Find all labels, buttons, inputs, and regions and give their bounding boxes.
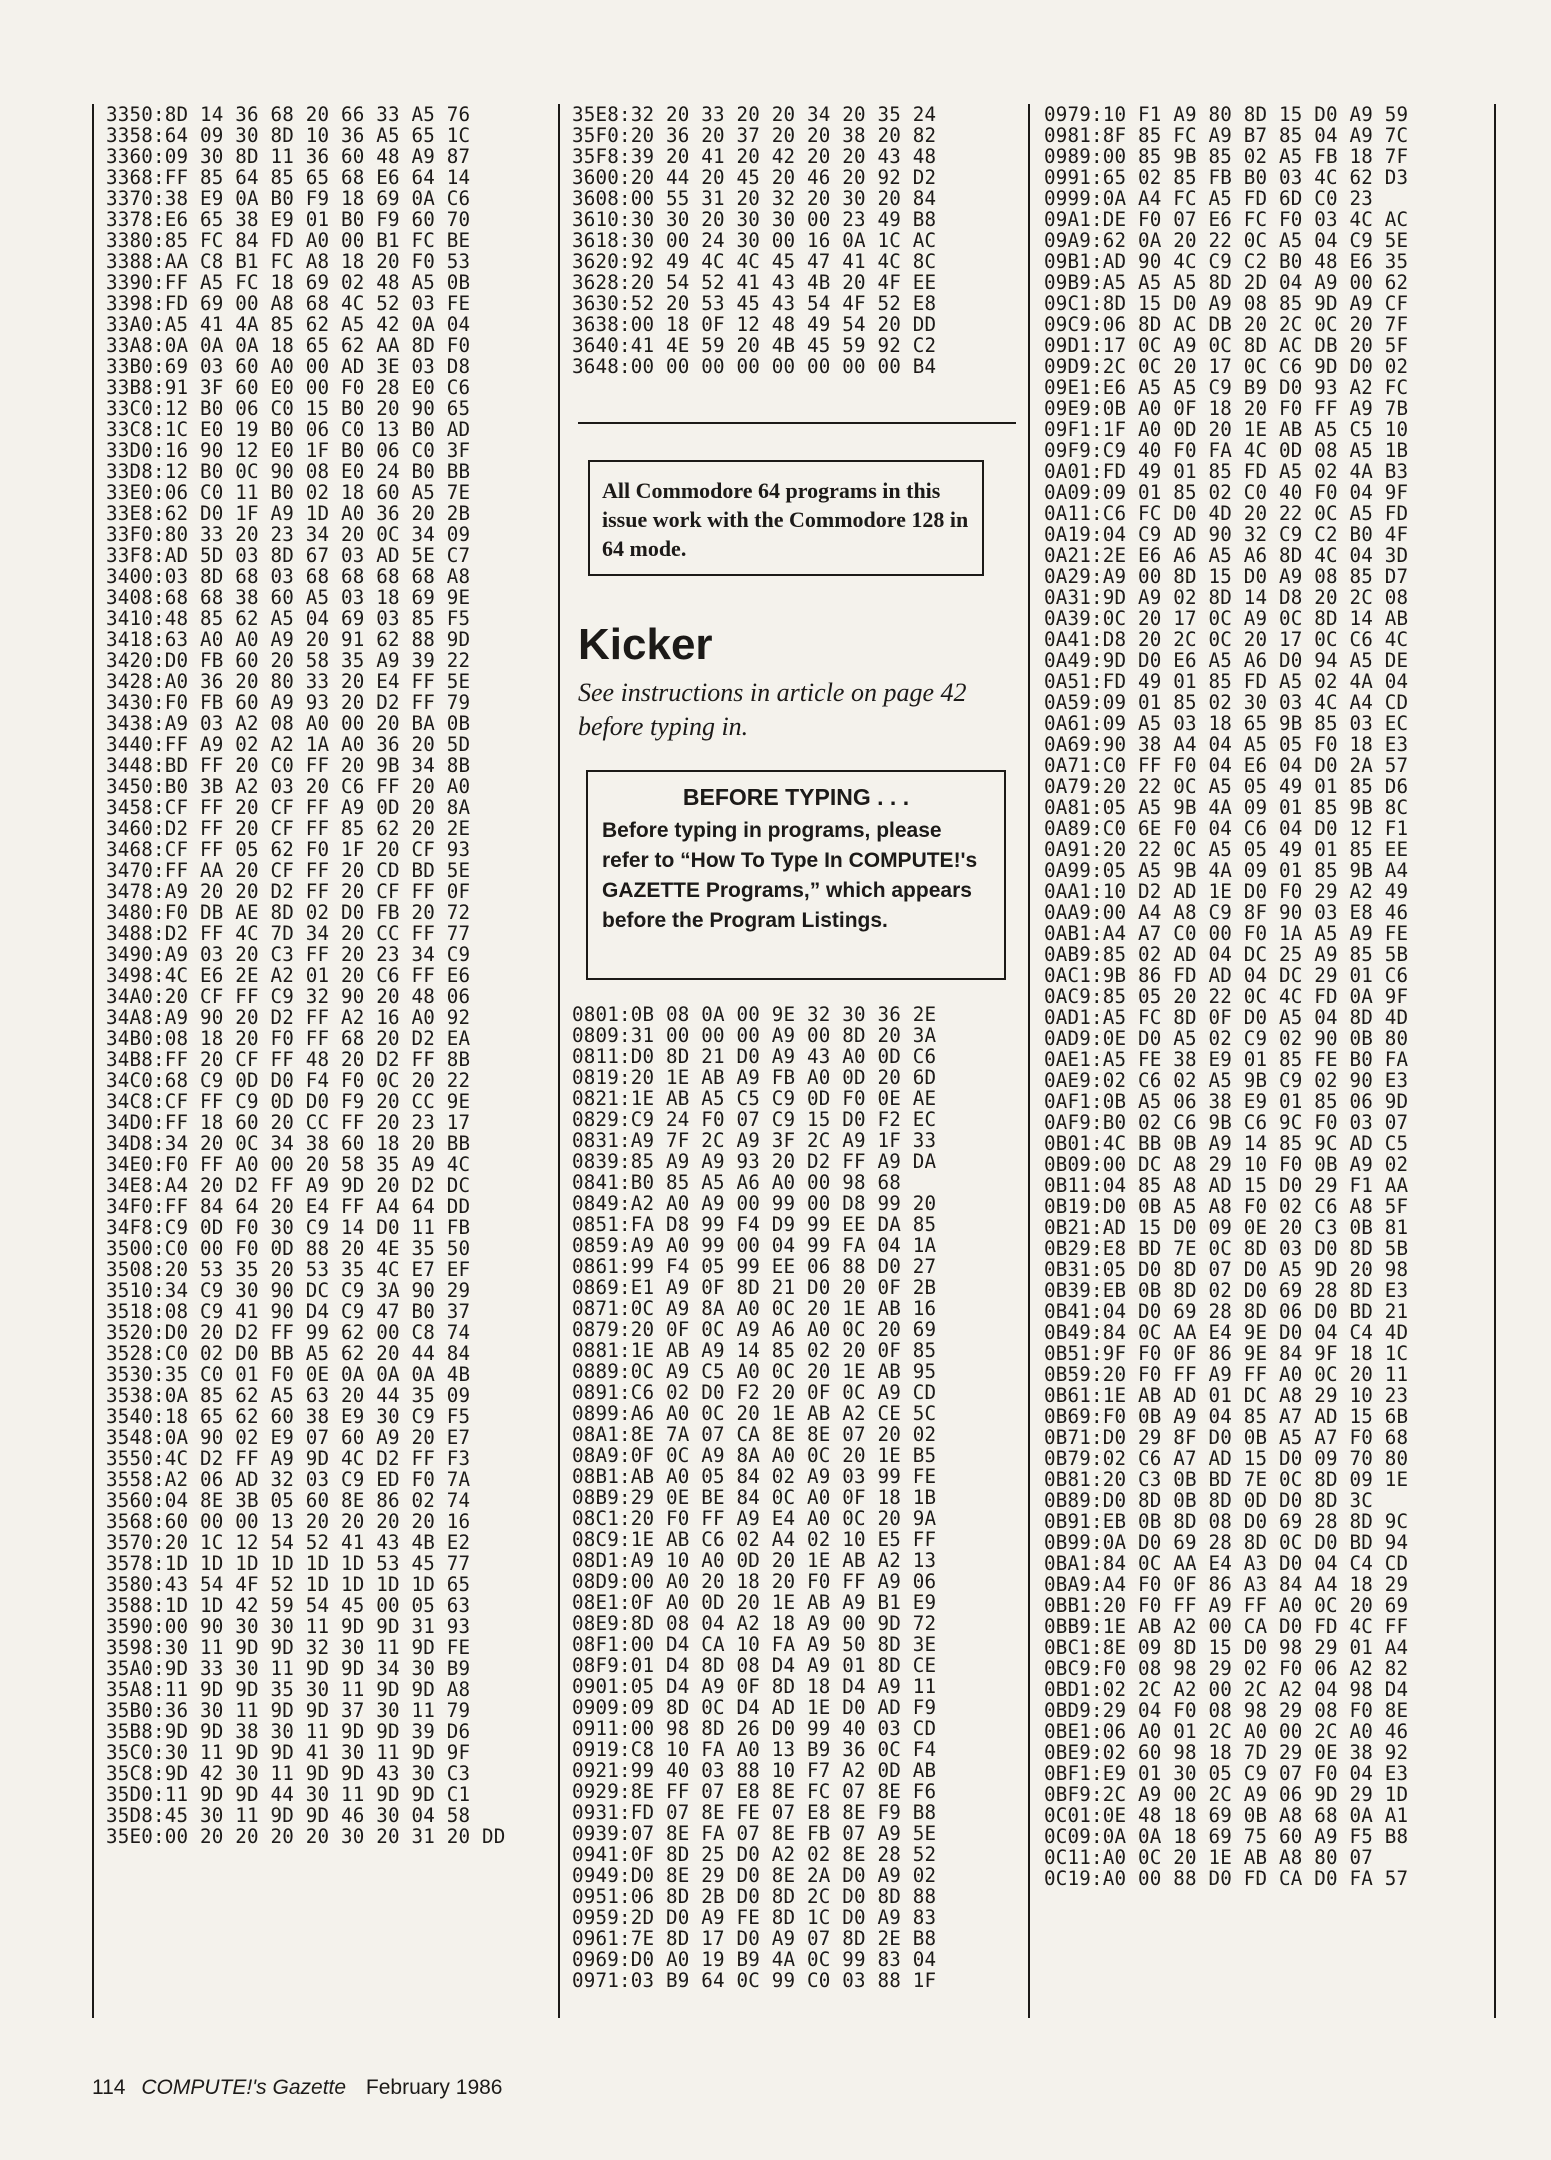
listing-line: 0BC1:8E 09 8D 15 D0 98 29 01 A4 bbox=[1044, 1636, 1409, 1659]
listing-line: 0A69:90 38 A4 04 A5 05 F0 18 E3 bbox=[1044, 733, 1409, 756]
listing-line: 0B39:EB 0B 8D 02 D0 69 28 8D E3 bbox=[1044, 1279, 1409, 1302]
column-rule-middle-left bbox=[558, 104, 560, 2018]
listing-line: 3558:A2 06 AD 32 03 C9 ED F0 7A bbox=[106, 1468, 471, 1491]
listing-line: 0B91:EB 0B 8D 08 D0 69 28 8D 9C bbox=[1044, 1510, 1409, 1533]
listing-line: 0B19:D0 0B A5 A8 F0 02 C6 A8 5F bbox=[1044, 1195, 1409, 1218]
listing-line: 3440:FF A9 02 A2 1A A0 36 20 5D bbox=[106, 733, 471, 756]
listing-line: 34B0:08 18 20 F0 FF 68 20 D2 EA bbox=[106, 1027, 471, 1050]
listing-line: 3470:FF AA 20 CF FF 20 CD BD 5E bbox=[106, 859, 471, 882]
listing-line: 09E1:E6 A5 A5 C9 B9 D0 93 A2 FC bbox=[1044, 376, 1409, 399]
listing-line: 33D8:12 B0 0C 90 08 E0 24 B0 BB bbox=[106, 460, 471, 483]
listing-line: 33E0:06 C0 11 B0 02 18 60 A5 7E bbox=[106, 481, 471, 504]
listing-line: 0831:A9 7F 2C A9 3F 2C A9 1F 33 bbox=[572, 1129, 937, 1152]
listing-line: 33E8:62 D0 1F A9 1D A0 36 20 2B bbox=[106, 502, 471, 525]
kicker-title: Kicker bbox=[578, 620, 713, 669]
listing-line: 35C8:9D 42 30 11 9D 9D 43 30 C3 bbox=[106, 1762, 471, 1785]
listing-line: 0859:A9 A0 99 00 04 99 FA 04 1A bbox=[572, 1234, 937, 1257]
listing-line: 3578:1D 1D 1D 1D 1D 1D 53 45 77 bbox=[106, 1552, 471, 1575]
listing-line: 0951:06 8D 2B D0 8D 2C D0 8D 88 bbox=[572, 1885, 937, 1908]
listing-line: 08B1:AB A0 05 84 02 A9 03 99 FE bbox=[572, 1465, 937, 1488]
listing-line: 0AD9:0E D0 A5 02 C9 02 90 0B 80 bbox=[1044, 1027, 1409, 1050]
listing-line: 0BA1:84 0C AA E4 A3 D0 04 C4 CD bbox=[1044, 1552, 1409, 1575]
listing-line: 34C0:68 C9 0D D0 F4 F0 0C 20 22 bbox=[106, 1069, 471, 1092]
listing-line: 34E8:A4 20 D2 FF A9 9D 20 D2 DC bbox=[106, 1174, 471, 1197]
listing-line: 3460:D2 FF 20 CF FF 85 62 20 2E bbox=[106, 817, 471, 840]
listing-line: 3588:1D 1D 42 59 54 45 00 05 63 bbox=[106, 1594, 471, 1617]
listing-line: 3500:C0 00 F0 0D 88 20 4E 35 50 bbox=[106, 1237, 471, 1260]
listing-line: 3478:A9 20 20 D2 FF 20 CF FF 0F bbox=[106, 880, 471, 903]
listing-line: 0C19:A0 00 88 D0 FD CA D0 FA 57 bbox=[1044, 1867, 1409, 1890]
listing-column-3 bbox=[1044, 104, 1408, 1889]
listing-line: 34D8:34 20 0C 34 38 60 18 20 BB bbox=[106, 1132, 471, 1155]
listing-line: 3428:A0 36 20 80 33 20 E4 FF 5E bbox=[106, 670, 471, 693]
listing-line: 3438:A9 03 A2 08 A0 00 20 BA 0B bbox=[106, 712, 471, 735]
listing-line: 3450:B0 3B A2 03 20 C6 FF 20 A0 bbox=[106, 775, 471, 798]
listing-line: 0A51:FD 49 01 85 FD A5 02 4A 04 bbox=[1044, 670, 1409, 693]
listing-line: 3410:48 85 62 A5 04 69 03 85 F5 bbox=[106, 607, 471, 630]
listing-line: 0BE9:02 60 98 18 7D 29 0E 38 92 bbox=[1044, 1741, 1409, 1764]
listing-line: 08F1:00 D4 CA 10 FA A9 50 8D 3E bbox=[572, 1633, 937, 1656]
listing-line: 0891:C6 02 D0 F2 20 0F 0C A9 CD bbox=[572, 1381, 937, 1404]
listing-line: 3618:30 00 24 30 00 16 0A 1C AC bbox=[572, 229, 937, 252]
listing-line: 3528:C0 02 D0 BB A5 62 20 44 84 bbox=[106, 1342, 471, 1365]
listing-line: 0A21:2E E6 A6 A5 A6 8D 4C 04 3D bbox=[1044, 544, 1409, 567]
listing-line: 08A9:0F 0C A9 8A A0 0C 20 1E B5 bbox=[572, 1444, 937, 1467]
listing-line: 0959:2D D0 A9 FE 8D 1C D0 A9 83 bbox=[572, 1906, 937, 1929]
listing-line: 35A0:9D 33 30 11 9D 9D 34 30 B9 bbox=[106, 1657, 471, 1680]
listing-line: 3538:0A 85 62 A5 63 20 44 35 09 bbox=[106, 1384, 471, 1407]
listing-line: 0919:C8 10 FA A0 13 B9 36 0C F4 bbox=[572, 1738, 937, 1761]
listing-line: 0801:0B 08 0A 00 9E 32 30 36 2E bbox=[572, 1003, 937, 1026]
listing-line: 0979:10 F1 A9 80 8D 15 D0 A9 59 bbox=[1044, 103, 1409, 126]
listing-line: 0B69:F0 0B A9 04 85 A7 AD 15 6B bbox=[1044, 1405, 1409, 1428]
before-typing-text: Before typing in programs, please refer to “How To Type In COMPUTE!'s GAZETTE Programs,” which appears before the Program Listings. bbox=[602, 819, 978, 932]
listing-line: 0A41:D8 20 2C 0C 20 17 0C C6 4C bbox=[1044, 628, 1409, 651]
listing-line: 3550:4C D2 FF A9 9D 4C D2 FF F3 bbox=[106, 1447, 471, 1470]
listing-line: 0B89:D0 8D 0B 8D 0D D0 8D 3C bbox=[1044, 1489, 1374, 1512]
listing-line: 0A31:9D A9 02 8D 14 D8 20 2C 08 bbox=[1044, 586, 1409, 609]
listing-line: 0999:0A A4 FC A5 FD 6D C0 23 bbox=[1044, 187, 1374, 210]
listing-line: 0C09:0A 0A 18 69 75 60 A9 F5 B8 bbox=[1044, 1825, 1409, 1848]
listing-line: 3540:18 65 62 60 38 E9 30 C9 F5 bbox=[106, 1405, 471, 1428]
listing-line: 3560:04 8E 3B 05 60 8E 86 02 74 bbox=[106, 1489, 471, 1512]
listing-line: 3458:CF FF 20 CF FF A9 0D 20 8A bbox=[106, 796, 471, 819]
listing-line: 0911:00 98 8D 26 D0 99 40 03 CD bbox=[572, 1717, 937, 1740]
listing-line: 0AA1:10 D2 AD 1E D0 F0 29 A2 49 bbox=[1044, 880, 1409, 903]
listing-line: 09A1:DE F0 07 E6 FC F0 03 4C AC bbox=[1044, 208, 1409, 231]
listing-line: 0A11:C6 FC D0 4D 20 22 0C A5 FD bbox=[1044, 502, 1409, 525]
listing-line: 0851:FA D8 99 F4 D9 99 EE DA 85 bbox=[572, 1213, 937, 1236]
listing-line: 0901:05 D4 A9 0F 8D 18 D4 A9 11 bbox=[572, 1675, 937, 1698]
listing-line: 3520:D0 20 D2 FF 99 62 00 C8 74 bbox=[106, 1321, 471, 1344]
commodore-128-note: All Commodore 64 programs in this issue work with the Commodore 128 in 64 mode. bbox=[588, 460, 984, 576]
listing-line: 0A19:04 C9 AD 90 32 C9 C2 B0 4F bbox=[1044, 523, 1409, 546]
listing-line: 0A59:09 01 85 02 30 03 4C A4 CD bbox=[1044, 691, 1409, 714]
listing-line: 0AE9:02 C6 02 A5 9B C9 02 90 E3 bbox=[1044, 1069, 1409, 1092]
listing-line: 35E0:00 20 20 20 20 30 20 31 20 DD bbox=[106, 1825, 506, 1848]
listing-line: 3508:20 53 35 20 53 35 4C E7 EF bbox=[106, 1258, 471, 1281]
listing-line: 35F0:20 36 20 37 20 20 38 20 82 bbox=[572, 124, 937, 147]
listing-line: 3628:20 54 52 41 43 4B 20 4F EE bbox=[572, 271, 937, 294]
listing-line: 34B8:FF 20 CF FF 48 20 D2 FF 8B bbox=[106, 1048, 471, 1071]
listing-line: 0A91:20 22 0C A5 05 49 01 85 EE bbox=[1044, 838, 1409, 861]
listing-line: 0829:C9 24 F0 07 C9 15 D0 F2 EC bbox=[572, 1108, 937, 1131]
listing-line: 0BF9:2C A9 00 2C A9 06 9D 29 1D bbox=[1044, 1783, 1409, 1806]
listing-line: 0A79:20 22 0C A5 05 49 01 85 D6 bbox=[1044, 775, 1409, 798]
listing-line: 3608:00 55 31 20 32 20 30 20 84 bbox=[572, 187, 937, 210]
listing-line: 0941:0F 8D 25 D0 A2 02 8E 28 52 bbox=[572, 1843, 937, 1866]
listing-line: 0AA9:00 A4 A8 C9 8F 90 03 E8 46 bbox=[1044, 901, 1409, 924]
listing-line: 3488:D2 FF 4C 7D 34 20 CC FF 77 bbox=[106, 922, 471, 945]
listing-line: 08A1:8E 7A 07 CA 8E 8E 07 20 02 bbox=[572, 1423, 937, 1446]
listing-line: 0B59:20 F0 FF A9 FF A0 0C 20 11 bbox=[1044, 1363, 1409, 1386]
listing-line: 3398:FD 69 00 A8 68 4C 52 03 FE bbox=[106, 292, 471, 315]
listing-line: 09E9:0B A0 0F 18 20 F0 FF A9 7B bbox=[1044, 397, 1409, 420]
listing-line: 3610:30 30 20 30 30 00 23 49 B8 bbox=[572, 208, 937, 231]
listing-line: 0BA9:A4 F0 0F 86 A3 84 A4 18 29 bbox=[1044, 1573, 1409, 1596]
listing-line: 0839:85 A9 A9 93 20 D2 FF A9 DA bbox=[572, 1150, 937, 1173]
listing-line: 0B79:02 C6 A7 AD 15 D0 09 70 80 bbox=[1044, 1447, 1409, 1470]
listing-line: 0881:1E AB A9 14 85 02 20 0F 85 bbox=[572, 1339, 937, 1362]
listing-line: 35B0:36 30 11 9D 9D 37 30 11 79 bbox=[106, 1699, 471, 1722]
listing-line: 0971:03 B9 64 0C 99 C0 03 88 1F bbox=[572, 1969, 937, 1992]
listing-line: 3570:20 1C 12 54 52 41 43 4B E2 bbox=[106, 1531, 471, 1554]
column-rule-middle-right bbox=[1028, 104, 1030, 2018]
listing-line: 0A39:0C 20 17 0C A9 0C 8D 14 AB bbox=[1044, 607, 1409, 630]
listing-line: 33B0:69 03 60 A0 00 AD 3E 03 D8 bbox=[106, 355, 471, 378]
listing-line: 09A9:62 0A 20 22 0C A5 04 C9 5E bbox=[1044, 229, 1409, 252]
listing-line: 08D1:A9 10 A0 0D 20 1E AB A2 13 bbox=[572, 1549, 937, 1572]
listing-line: 0841:B0 85 A5 A6 A0 00 98 68 bbox=[572, 1171, 902, 1194]
listing-line: 08E9:8D 08 04 A2 18 A9 00 9D 72 bbox=[572, 1612, 937, 1635]
listing-line: 35E8:32 20 33 20 20 34 20 35 24 bbox=[572, 103, 937, 126]
listing-line: 0AF1:0B A5 06 38 E9 01 85 06 9D bbox=[1044, 1090, 1409, 1113]
listing-line: 3350:8D 14 36 68 20 66 33 A5 76 bbox=[106, 103, 471, 126]
listing-line: 3408:68 68 38 60 A5 03 18 69 9E bbox=[106, 586, 471, 609]
listing-line: 3498:4C E6 2E A2 01 20 C6 FF E6 bbox=[106, 964, 471, 987]
listing-line: 0B99:0A D0 69 28 8D 0C D0 BD 94 bbox=[1044, 1531, 1409, 1554]
listing-line: 35D0:11 9D 9D 44 30 11 9D 9D C1 bbox=[106, 1783, 471, 1806]
listing-line: 09D1:17 0C A9 0C 8D AC DB 20 5F bbox=[1044, 334, 1409, 357]
listing-line: 0819:20 1E AB A9 FB A0 0D 20 6D bbox=[572, 1066, 937, 1089]
listing-line: 33F0:80 33 20 23 34 20 0C 34 09 bbox=[106, 523, 471, 546]
listing-line: 0BD9:29 04 F0 08 98 29 08 F0 8E bbox=[1044, 1699, 1409, 1722]
listing-line: 0849:A2 A0 A9 00 99 00 D8 99 20 bbox=[572, 1192, 937, 1215]
listing-column-2 bbox=[572, 104, 936, 377]
listing-line: 0AC1:9B 86 FD AD 04 DC 29 01 C6 bbox=[1044, 964, 1409, 987]
listing-line: 33A8:0A 0A 0A 18 65 62 AA 8D F0 bbox=[106, 334, 471, 357]
listing-line: 0B31:05 D0 8D 07 D0 A5 9D 20 98 bbox=[1044, 1258, 1409, 1281]
listing-line: 0BE1:06 A0 01 2C A0 00 2C A0 46 bbox=[1044, 1720, 1409, 1743]
listing-line: 0BD1:02 2C A2 00 2C A2 04 98 D4 bbox=[1044, 1678, 1409, 1701]
column-rule-right bbox=[1494, 104, 1496, 2018]
listing-line: 3598:30 11 9D 9D 32 30 11 9D FE bbox=[106, 1636, 471, 1659]
listing-line: 0AF9:B0 02 C6 9B C6 9C F0 03 07 bbox=[1044, 1111, 1409, 1134]
listing-line: 09C1:8D 15 D0 A9 08 85 9D A9 CF bbox=[1044, 292, 1409, 315]
listing-line: 0B29:E8 BD 7E 0C 8D 03 D0 8D 5B bbox=[1044, 1237, 1409, 1260]
listing-line: 3360:09 30 8D 11 36 60 48 A9 87 bbox=[106, 145, 471, 168]
listing-line: 3620:92 49 4C 4C 45 47 41 4C 8C bbox=[572, 250, 937, 273]
listing-line: 3378:E6 65 38 E9 01 B0 F9 60 70 bbox=[106, 208, 471, 231]
listing-line: 34A8:A9 90 20 D2 FF A2 16 A0 92 bbox=[106, 1006, 471, 1029]
listing-line: 0869:E1 A9 0F 8D 21 D0 20 0F 2B bbox=[572, 1276, 937, 1299]
listing-line: 0B81:20 C3 0B BD 7E 0C 8D 09 1E bbox=[1044, 1468, 1409, 1491]
listing-line: 3368:FF 85 64 85 65 68 E6 64 14 bbox=[106, 166, 471, 189]
listing-line: 0811:D0 8D 21 D0 A9 43 A0 0D C6 bbox=[572, 1045, 937, 1068]
listing-line: 08E1:0F A0 0D 20 1E AB A9 B1 E9 bbox=[572, 1591, 937, 1614]
listing-line: 0BC9:F0 08 98 29 02 F0 06 A2 82 bbox=[1044, 1657, 1409, 1680]
listing-line: 0B01:4C BB 0B A9 14 85 9C AD C5 bbox=[1044, 1132, 1409, 1155]
listing-line: 0B11:04 85 A8 AD 15 D0 29 F1 AA bbox=[1044, 1174, 1409, 1197]
listing-line: 0B21:AD 15 D0 09 0E 20 C3 0B 81 bbox=[1044, 1216, 1409, 1239]
listing-line: 0921:99 40 03 88 10 F7 A2 0D AB bbox=[572, 1759, 937, 1782]
magazine-name: COMPUTE!'s Gazette bbox=[141, 2076, 347, 2099]
section-rule bbox=[578, 422, 1016, 424]
listing-line: 0931:FD 07 8E FE 07 E8 8E F9 B8 bbox=[572, 1801, 937, 1824]
listing-line: 0A29:A9 00 8D 15 D0 A9 08 85 D7 bbox=[1044, 565, 1409, 588]
listing-line: 34F8:C9 0D F0 30 C9 14 D0 11 FB bbox=[106, 1216, 471, 1239]
listing-line: 3388:AA C8 B1 FC A8 18 20 F0 53 bbox=[106, 250, 471, 273]
listing-line: 0821:1E AB A5 C5 C9 0D F0 0E AE bbox=[572, 1087, 937, 1110]
listing-line: 08F9:01 D4 8D 08 D4 A9 01 8D CE bbox=[572, 1654, 937, 1677]
listing-line: 0A89:C0 6E F0 04 C6 04 D0 12 F1 bbox=[1044, 817, 1409, 840]
listing-line: 0BF1:E9 01 30 05 C9 07 F0 04 E3 bbox=[1044, 1762, 1409, 1785]
listing-line: 3580:43 54 4F 52 1D 1D 1D 1D 65 bbox=[106, 1573, 471, 1596]
listing-line: 34E0:F0 FF A0 00 20 58 35 A9 4C bbox=[106, 1153, 471, 1176]
listing-line: 0B71:D0 29 8F D0 0B A5 A7 F0 68 bbox=[1044, 1426, 1409, 1449]
listing-line: 09F1:1F A0 0D 20 1E AB A5 C5 10 bbox=[1044, 418, 1409, 441]
listing-line: 0889:0C A9 C5 A0 0C 20 1E AB 95 bbox=[572, 1360, 937, 1383]
listing-line: 3468:CF FF 05 62 F0 1F 20 CF 93 bbox=[106, 838, 471, 861]
listing-line: 0939:07 8E FA 07 8E FB 07 A9 5E bbox=[572, 1822, 937, 1845]
listing-line: 0A61:09 A5 03 18 65 9B 85 03 EC bbox=[1044, 712, 1409, 735]
listing-line: 0B61:1E AB AD 01 DC A8 29 10 23 bbox=[1044, 1384, 1409, 1407]
listing-line: 0B51:9F F0 0F 86 9E 84 9F 18 1C bbox=[1044, 1342, 1409, 1365]
listing-line: 08C9:1E AB C6 02 A4 02 10 E5 FF bbox=[572, 1528, 937, 1551]
listing-line: 35C0:30 11 9D 9D 41 30 11 9D 9F bbox=[106, 1741, 471, 1764]
listing-line: 3418:63 A0 A0 A9 20 91 62 88 9D bbox=[106, 628, 471, 651]
listing-line: 0A09:09 01 85 02 C0 40 F0 04 9F bbox=[1044, 481, 1409, 504]
listing-line: 35F8:39 20 41 20 42 20 20 43 48 bbox=[572, 145, 937, 168]
listing-line: 08D9:00 A0 20 18 20 F0 FF A9 06 bbox=[572, 1570, 937, 1593]
listing-line: 35B8:9D 9D 38 30 11 9D 9D 39 D6 bbox=[106, 1720, 471, 1743]
before-typing-heading: BEFORE TYPING . . . bbox=[682, 784, 910, 810]
listing-line: 35A8:11 9D 9D 35 30 11 9D 9D A8 bbox=[106, 1678, 471, 1701]
listing-line: 33D0:16 90 12 E0 1F B0 06 C0 3F bbox=[106, 439, 471, 462]
listing-line: 0991:65 02 85 FB B0 03 4C 62 D3 bbox=[1044, 166, 1409, 189]
listing-line: 33C8:1C E0 19 B0 06 C0 13 B0 AD bbox=[106, 418, 471, 441]
listing-line: 35D8:45 30 11 9D 9D 46 30 04 58 bbox=[106, 1804, 471, 1827]
listing-line: 0969:D0 A0 19 B9 4A 0C 99 83 04 bbox=[572, 1948, 937, 1971]
listing-line: 3400:03 8D 68 03 68 68 68 68 A8 bbox=[106, 565, 471, 588]
listing-line: 09C9:06 8D AC DB 20 2C 0C 20 7F bbox=[1044, 313, 1409, 336]
listing-line: 34C8:CF FF C9 0D D0 F9 20 CC 9E bbox=[106, 1090, 471, 1113]
listing-line: 3420:D0 FB 60 20 58 35 A9 39 22 bbox=[106, 649, 471, 672]
listing-line: 3590:00 90 30 30 11 9D 9D 31 93 bbox=[106, 1615, 471, 1638]
before-typing-box bbox=[586, 770, 1006, 980]
listing-line: 0C01:0E 48 18 69 0B A8 68 0A A1 bbox=[1044, 1804, 1409, 1827]
listing-column-2-kicker bbox=[572, 1004, 936, 1991]
listing-line: 0BB1:20 F0 FF A9 FF A0 0C 20 69 bbox=[1044, 1594, 1409, 1617]
listing-column-1 bbox=[106, 104, 506, 1847]
listing-line: 0B41:04 D0 69 28 8D 06 D0 BD 21 bbox=[1044, 1300, 1409, 1323]
listing-line: 0981:8F 85 FC A9 B7 85 04 A9 7C bbox=[1044, 124, 1409, 147]
listing-line: 33A0:A5 41 4A 85 62 A5 42 0A 04 bbox=[106, 313, 471, 336]
listing-line: 3530:35 C0 01 F0 0E 0A 0A 0A 4B bbox=[106, 1363, 471, 1386]
listing-line: 3448:BD FF 20 C0 FF 20 9B 34 8B bbox=[106, 754, 471, 777]
listing-line: 0909:09 8D 0C D4 AD 1E D0 AD F9 bbox=[572, 1696, 937, 1719]
listing-line: 0899:A6 A0 0C 20 1E AB A2 CE 5C bbox=[572, 1402, 937, 1425]
listing-line: 0A49:9D D0 E6 A5 A6 D0 94 A5 DE bbox=[1044, 649, 1409, 672]
listing-line: 0AD1:A5 FC 8D 0F D0 A5 04 8D 4D bbox=[1044, 1006, 1409, 1029]
listing-line: 3358:64 09 30 8D 10 36 A5 65 1C bbox=[106, 124, 471, 147]
listing-line: 0929:8E FF 07 E8 8E FC 07 8E F6 bbox=[572, 1780, 937, 1803]
listing-line: 0879:20 0F 0C A9 A6 A0 0C 20 69 bbox=[572, 1318, 937, 1341]
listing-line: 09B1:AD 90 4C C9 C2 B0 48 E6 35 bbox=[1044, 250, 1409, 273]
listing-line: 3630:52 20 53 45 43 54 4F 52 E8 bbox=[572, 292, 937, 315]
listing-line: 0949:D0 8E 29 D0 8E 2A D0 A9 02 bbox=[572, 1864, 937, 1887]
listing-line: 0861:99 F4 05 99 EE 06 88 D0 27 bbox=[572, 1255, 937, 1278]
listing-line: 3638:00 18 0F 12 48 49 54 20 DD bbox=[572, 313, 937, 336]
listing-line: 09F9:C9 40 F0 FA 4C 0D 08 A5 1B bbox=[1044, 439, 1409, 462]
listing-line: 3648:00 00 00 00 00 00 00 00 B4 bbox=[572, 355, 937, 378]
listing-line: 08C1:20 F0 FF A9 E4 A0 0C 20 9A bbox=[572, 1507, 937, 1530]
listing-line: 0AB9:85 02 AD 04 DC 25 A9 85 5B bbox=[1044, 943, 1409, 966]
listing-line: 33C0:12 B0 06 C0 15 B0 20 90 65 bbox=[106, 397, 471, 420]
listing-line: 0809:31 00 00 00 A9 00 8D 20 3A bbox=[572, 1024, 937, 1047]
kicker-description: See instructions in article on page 42 before typing in. bbox=[578, 678, 967, 741]
listing-line: 3600:20 44 20 45 20 46 20 92 D2 bbox=[572, 166, 937, 189]
listing-line: 3548:0A 90 02 E9 07 60 A9 20 E7 bbox=[106, 1426, 471, 1449]
column-rule-left bbox=[92, 104, 94, 2018]
page-number: 114 bbox=[92, 2076, 126, 2099]
listing-line: 3568:60 00 00 13 20 20 20 20 16 bbox=[106, 1510, 471, 1533]
listing-line: 0C11:A0 0C 20 1E AB A8 80 07 bbox=[1044, 1846, 1374, 1869]
listing-line: 0AE1:A5 FE 38 E9 01 85 FE B0 FA bbox=[1044, 1048, 1409, 1071]
listing-line: 0A99:05 A5 9B 4A 09 01 85 9B A4 bbox=[1044, 859, 1409, 882]
listing-line: 3480:F0 DB AE 8D 02 D0 FB 20 72 bbox=[106, 901, 471, 924]
listing-line: 0961:7E 8D 17 D0 A9 07 8D 2E B8 bbox=[572, 1927, 937, 1950]
listing-line: 0A01:FD 49 01 85 FD A5 02 4A B3 bbox=[1044, 460, 1409, 483]
listing-line: 3518:08 C9 41 90 D4 C9 47 B0 37 bbox=[106, 1300, 471, 1323]
issue-date: February 1986 bbox=[365, 2076, 503, 2099]
listing-line: 08B9:29 0E BE 84 0C A0 0F 18 1B bbox=[572, 1486, 937, 1509]
listing-line: 3430:F0 FB 60 A9 93 20 D2 FF 79 bbox=[106, 691, 471, 714]
listing-line: 3380:85 FC 84 FD A0 00 B1 FC BE bbox=[106, 229, 471, 252]
listing-line: 09B9:A5 A5 A5 8D 2D 04 A9 00 62 bbox=[1044, 271, 1409, 294]
listing-line: 34F0:FF 84 64 20 E4 FF A4 64 DD bbox=[106, 1195, 471, 1218]
listing-line: 3390:FF A5 FC 18 69 02 48 A5 0B bbox=[106, 271, 471, 294]
listing-line: 0B09:00 DC A8 29 10 F0 0B A9 02 bbox=[1044, 1153, 1409, 1176]
listing-line: 3640:41 4E 59 20 4B 45 59 92 C2 bbox=[572, 334, 937, 357]
listing-line: 0BB9:1E AB A2 00 CA D0 FD 4C FF bbox=[1044, 1615, 1409, 1638]
listing-line: 09D9:2C 0C 20 17 0C C6 9D D0 02 bbox=[1044, 355, 1409, 378]
listing-line: 0AC9:85 05 20 22 0C 4C FD 0A 9F bbox=[1044, 985, 1409, 1008]
listing-line: 34A0:20 CF FF C9 32 90 20 48 06 bbox=[106, 985, 471, 1008]
listing-line: 0B49:84 0C AA E4 9E D0 04 C4 4D bbox=[1044, 1321, 1409, 1344]
listing-line: 0A81:05 A5 9B 4A 09 01 85 9B 8C bbox=[1044, 796, 1409, 819]
listing-line: 33B8:91 3F 60 E0 00 F0 28 E0 C6 bbox=[106, 376, 471, 399]
listing-line: 3510:34 C9 30 90 DC C9 3A 90 29 bbox=[106, 1279, 471, 1302]
listing-line: 0A71:C0 FF F0 04 E6 04 D0 2A 57 bbox=[1044, 754, 1409, 777]
listing-line: 0989:00 85 9B 85 02 A5 FB 18 7F bbox=[1044, 145, 1409, 168]
listing-line: 34D0:FF 18 60 20 CC FF 20 23 17 bbox=[106, 1111, 471, 1134]
page-footer bbox=[92, 2076, 503, 2100]
listing-line: 3370:38 E9 0A B0 F9 18 69 0A C6 bbox=[106, 187, 471, 210]
listing-line: 33F8:AD 5D 03 8D 67 03 AD 5E C7 bbox=[106, 544, 471, 567]
listing-line: 3490:A9 03 20 C3 FF 20 23 34 C9 bbox=[106, 943, 471, 966]
listing-line: 0871:0C A9 8A A0 0C 20 1E AB 16 bbox=[572, 1297, 937, 1320]
listing-line: 0AB1:A4 A7 C0 00 F0 1A A5 A9 FE bbox=[1044, 922, 1409, 945]
